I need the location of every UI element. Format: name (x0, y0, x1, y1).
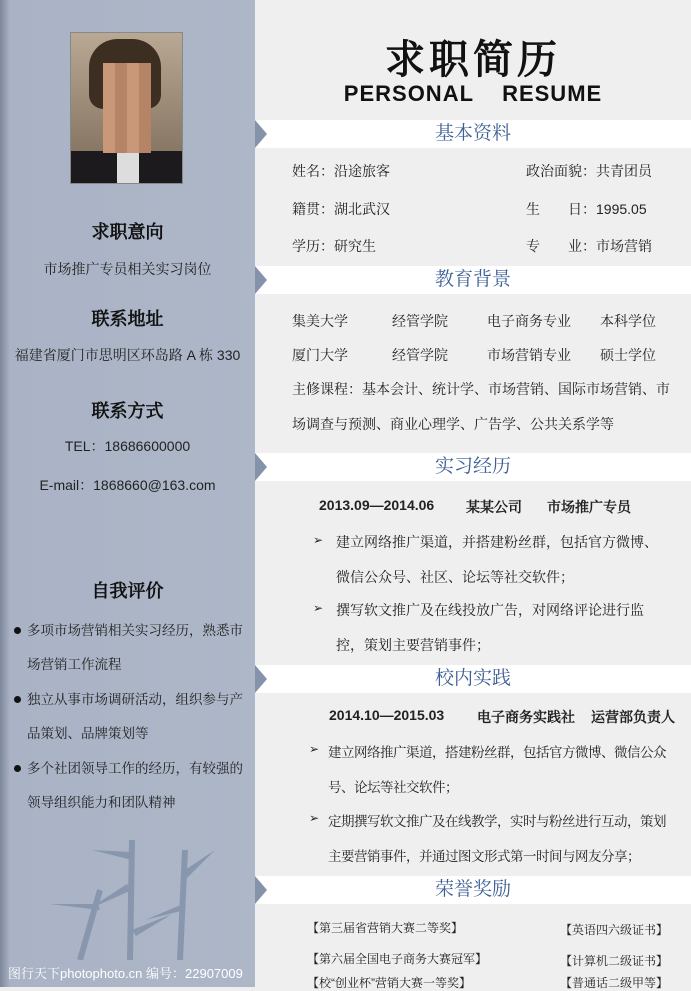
campus-item: 主要营销事件，并通过图文形式第一时间与网友分享； (328, 849, 640, 864)
watermark: 图行天下photophoto.cn 编号：22907009 (8, 966, 243, 981)
courses-line: 场调查与预测、商业心理学、广告学、公共关系学等 (292, 416, 614, 432)
address-text: 福建省厦门市思明区环岛路 A 栋 330 (14, 347, 241, 363)
intern-item: 控，策划主要营销事件； (336, 637, 490, 653)
objective-heading: 求职意向 (91, 222, 164, 242)
email-text: E-mail：1868660@163.com (39, 477, 216, 493)
edu-degree: 硕士学位 (600, 347, 656, 363)
intern-company: 某某公司 (466, 499, 522, 515)
arrow-icon (255, 453, 267, 481)
edu-degree: 本科学位 (600, 313, 656, 329)
self-eval-item: 多个社团领导工作的经历，有较强的 领导组织能力和团队精神 (14, 752, 255, 820)
certificate-item: 【计算机二级证书】 (560, 954, 669, 968)
campus-item: 号、论坛等社交软件； (328, 780, 458, 795)
self-eval-heading: 自我评价 (91, 581, 164, 601)
intern-role: 市场推广专员 (547, 499, 631, 515)
campus-period: 2014.10—2015.03 (329, 707, 445, 723)
section-awards: 荣誉奖励 (255, 876, 691, 904)
major-field: 专 业：市场营销 (526, 238, 652, 254)
campus-item: 建立网络推广渠道，搭建粉丝群，包括官方微博、微信公众 (328, 745, 666, 760)
birth-field: 生 日：1995.05 (526, 201, 647, 217)
edu-major: 电子商务专业 (487, 313, 571, 329)
campus-item: 定期撰写软文推广及在线教学，实时与粉丝进行互动，策划 (328, 814, 666, 829)
objective-text: 市场推广专员相关实习岗位 (43, 261, 212, 277)
edu-major: 市场营销专业 (487, 347, 571, 363)
section-internship: 实习经历 (255, 453, 691, 481)
resume-title (255, 28, 691, 107)
certificate-item: 【普通话二级甲等】 (560, 976, 669, 990)
tel-text: TEL：18686600000 (64, 438, 191, 454)
bamboo-illustration (20, 830, 220, 960)
intern-item: 撰写软文推广及在线投放广告，对网络评论进行监 (336, 602, 644, 618)
award-item: 【校“创业杯”营销大赛一等奖】 (307, 976, 471, 990)
edu-school: 厦门大学 (292, 347, 348, 363)
political-field: 政治面貌：共青团员 (526, 163, 652, 179)
section-campus: 校内实践 (255, 665, 691, 693)
award-item: 【第六届全国电子商务大赛冠军】 (307, 952, 488, 966)
campus-org: 电子商务实践社 (477, 709, 575, 725)
section-basic: 基本资料 (255, 120, 691, 148)
address-heading: 联系地址 (91, 309, 164, 329)
arrow-icon (255, 876, 267, 904)
arrow-icon (255, 665, 267, 693)
arrow-icon (255, 120, 267, 148)
arrow-bullet-icon: ➢ (309, 811, 320, 825)
edu-school: 集美大学 (292, 313, 348, 329)
origin-field: 籍贯：湖北武汉 (292, 201, 390, 217)
edu-college: 经管学院 (392, 313, 448, 329)
sidebar (0, 0, 255, 987)
campus-role: 运营部负责人 (591, 709, 675, 725)
section-education: 教育背景 (255, 266, 691, 294)
intern-item: 建立网络推广渠道，并搭建粉丝群，包括官方微博、 (336, 534, 658, 550)
arrow-bullet-icon: ➢ (309, 742, 320, 756)
arrow-icon (255, 266, 267, 294)
intern-period: 2013.09—2014.06 (319, 497, 435, 513)
certificate-item: 【英语四六级证书】 (560, 923, 669, 937)
edu-college: 经管学院 (392, 347, 448, 363)
contact-heading: 联系方式 (91, 401, 164, 421)
education-field: 学历：研究生 (292, 238, 376, 254)
intern-item: 微信公众号、社区、论坛等社交软件； (336, 569, 574, 585)
name-field: 姓名：沿途旅客 (292, 163, 390, 179)
award-item: 【第三届省营销大赛二等奖】 (307, 921, 464, 935)
self-eval-item: 多项市场营销相关实习经历，熟悉市 场营销工作流程 (14, 614, 255, 682)
profile-photo (70, 32, 183, 184)
title-cn: 求职简历 (385, 38, 561, 82)
self-eval-item: 独立从事市场调研活动，组织参与产 品策划、品牌策划等 (14, 683, 255, 751)
arrow-bullet-icon: ➢ (313, 533, 324, 547)
title-en: PERSONAL RESUME (343, 81, 603, 106)
arrow-bullet-icon: ➢ (313, 601, 324, 615)
courses-line: 主修课程：基本会计、统计学、市场营销、国际市场营销、市 (292, 381, 670, 397)
